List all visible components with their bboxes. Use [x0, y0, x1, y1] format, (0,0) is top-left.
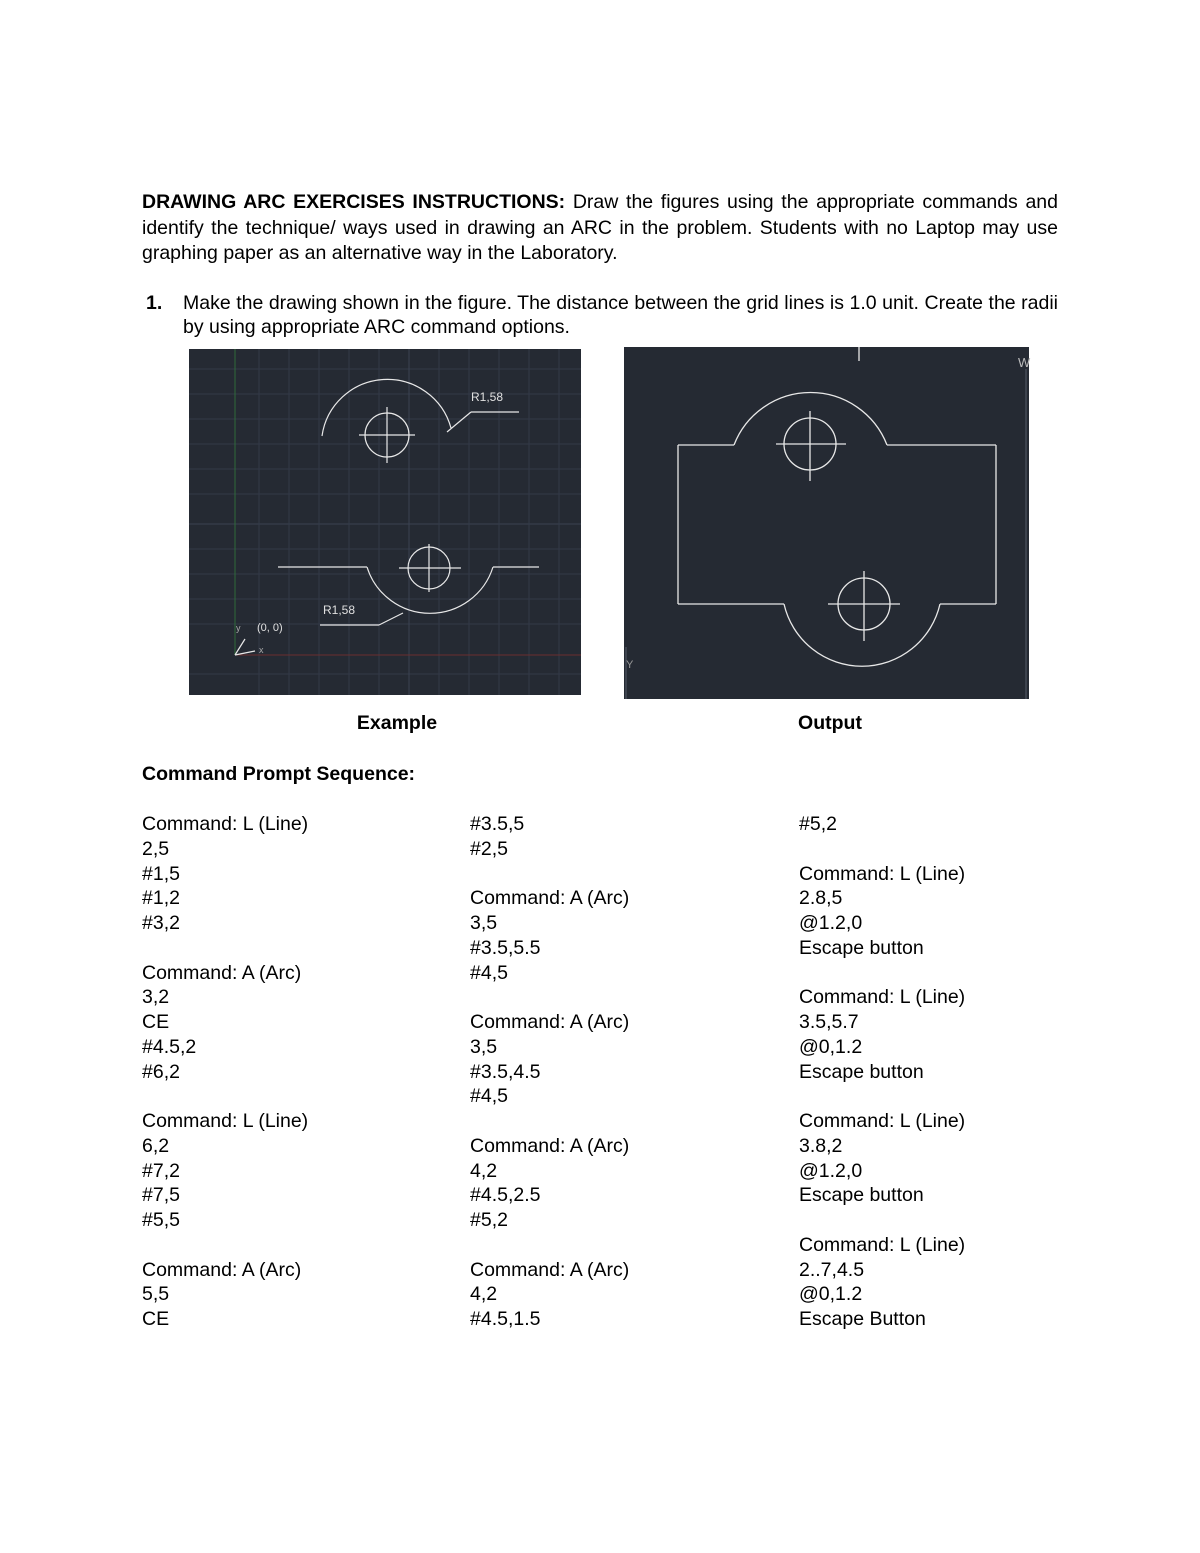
command-line: Command: A (Arc): [470, 1258, 630, 1281]
item-text: Make the drawing shown in the figure. The distance between the grid lines is 1.0 unit. Create the radii by using appropriate ARC command options.: [183, 292, 1058, 338]
command-line: #4.5,1.5: [470, 1308, 541, 1330]
command-line: Escape button: [799, 1060, 924, 1083]
command-line: 3.8,2: [799, 1134, 843, 1157]
origin-label: (0, 0): [257, 622, 283, 634]
command-line: [470, 862, 629, 887]
command-line: 2,5: [142, 837, 170, 860]
command-line: [470, 1233, 629, 1258]
command-line: Command: L (Line): [799, 1233, 966, 1256]
command-column-2: [470, 812, 629, 1332]
command-column-3: [799, 812, 965, 1332]
command-line: Command: L (Line): [142, 813, 309, 835]
command-line: #7,2: [142, 1159, 180, 1182]
command-line: Command: L (Line): [799, 862, 966, 885]
output-axis-y-label: Y: [626, 659, 634, 671]
command-line: #4.5,2: [142, 1035, 197, 1058]
example-geometry: [235, 379, 539, 655]
command-line: #7,5: [142, 1184, 180, 1207]
command-line: 4,2: [470, 1283, 498, 1306]
command-line: #3.5,5: [470, 813, 525, 835]
command-line: #3.5,5.5: [470, 936, 541, 959]
command-line: [799, 1208, 965, 1233]
item-number: 1.: [146, 292, 163, 314]
command-line: [142, 1084, 308, 1109]
command-line: Escape Button: [799, 1308, 926, 1330]
command-line: [470, 985, 629, 1010]
output-geometry: [678, 347, 996, 666]
command-line: 3,5: [470, 1035, 498, 1058]
command-line: #2,5: [470, 837, 508, 860]
command-line: [470, 1109, 629, 1134]
command-line: 2..7,4.5: [799, 1258, 865, 1281]
command-line: Command: A (Arc): [142, 961, 302, 984]
command-line: #3,2: [142, 912, 180, 934]
command-line: Command: A (Arc): [470, 887, 630, 910]
command-line: #1,2: [142, 887, 180, 910]
command-line: @0,1.2: [799, 1283, 863, 1306]
command-line: 3.5,5.7: [799, 1011, 859, 1033]
command-line: CE: [142, 1308, 170, 1330]
command-line: #3.5,4.5: [470, 1060, 541, 1083]
output-drawing: [624, 347, 1029, 699]
instructions-paragraph: [142, 190, 1058, 267]
command-line: Command: L (Line): [799, 1110, 966, 1132]
command-line: [142, 936, 308, 961]
command-line: Command: A (Arc): [470, 1011, 630, 1033]
command-line: @1.2,0: [799, 1159, 863, 1182]
command-line: 3,5: [470, 912, 498, 934]
command-line: Command: A (Arc): [470, 1134, 630, 1157]
output-caption: Output: [798, 712, 862, 734]
instructions-heading: DRAWING ARC EXERCISES INSTRUCTIONS:: [142, 191, 566, 213]
command-line: 2.8,5: [799, 887, 843, 910]
command-line: Command: L (Line): [142, 1110, 309, 1132]
command-line: [142, 1233, 308, 1258]
command-line: #4.5,2.5: [470, 1184, 541, 1207]
command-line: #1,5: [142, 862, 180, 885]
command-line: #4,5: [470, 961, 508, 984]
command-section-title: Command Prompt Sequence:: [142, 763, 416, 785]
command-line: [799, 1084, 965, 1109]
command-line: Escape button: [799, 1184, 924, 1207]
command-line: Escape button: [799, 936, 924, 959]
axis-y-label: y: [236, 623, 241, 633]
example-drawing: [189, 349, 581, 695]
radius-label-bottom: R1,58: [323, 603, 356, 617]
output-figure: [624, 347, 1029, 699]
command-line: #6,2: [142, 1060, 180, 1083]
command-line: 4,2: [470, 1159, 498, 1182]
example-figure: [189, 349, 581, 695]
command-line: #5,5: [142, 1209, 180, 1231]
radius-label-top: R1,58: [471, 390, 504, 404]
command-line: @1.2,0: [799, 912, 863, 934]
command-line: @0,1.2: [799, 1035, 863, 1058]
grid: [189, 349, 581, 695]
axis-x-label: x: [259, 645, 264, 655]
command-column-1: [142, 812, 308, 1332]
instructions-text: Draw the figures using the appropriate commands and identify the technique/ ways used in drawing an ARC in the problem. Students with no Laptop may use graphing paper as an alternative way in the Laboratory.: [142, 191, 1059, 264]
command-line: 5,5: [142, 1283, 170, 1306]
command-line: [799, 837, 965, 862]
command-line: CE: [142, 1011, 170, 1033]
command-line: #5,2: [799, 813, 837, 835]
command-line: 3,2: [142, 986, 170, 1009]
command-line: Command: L (Line): [799, 986, 966, 1009]
command-line: #5,2: [470, 1209, 508, 1231]
command-line: #4,5: [470, 1085, 508, 1108]
command-line: 6,2: [142, 1134, 170, 1157]
example-caption: Example: [356, 712, 438, 734]
output-corner-mark: W: [1018, 355, 1031, 370]
command-line: [799, 961, 965, 986]
command-line: Command: A (Arc): [142, 1258, 302, 1281]
